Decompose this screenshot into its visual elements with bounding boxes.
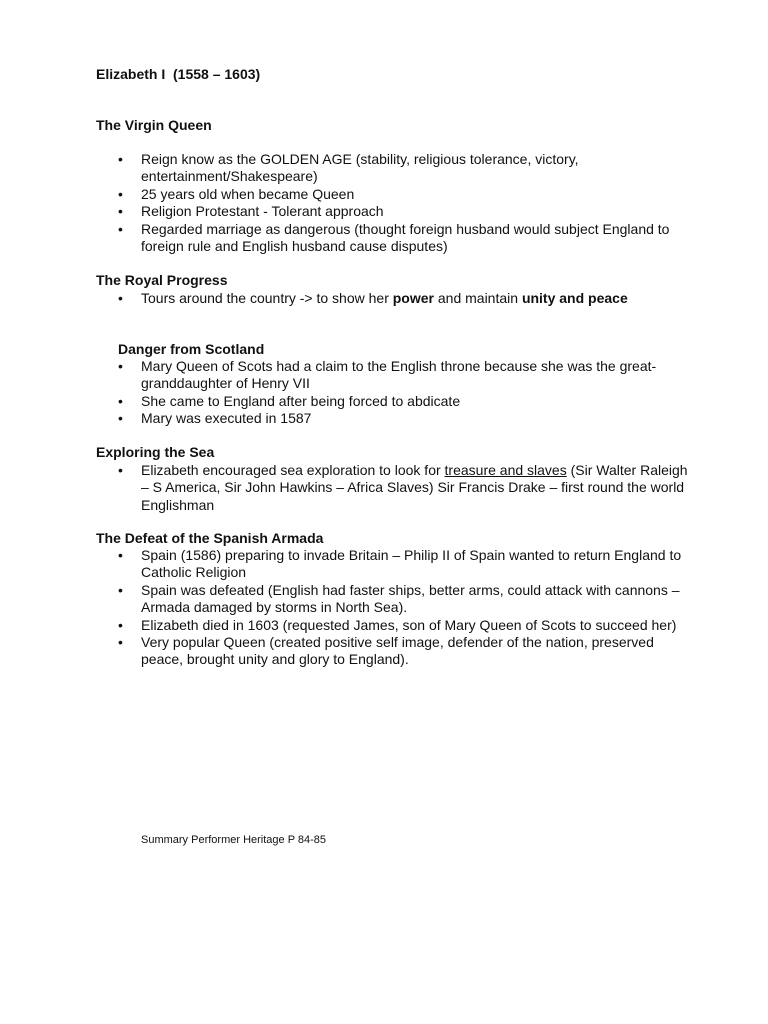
section-heading-danger-scotland: Danger from Scotland [118,341,265,357]
section-heading-exploring-sea: Exploring the Sea [96,444,215,460]
bullet-icon: • [118,547,123,563]
list-item: • Elizabeth encouraged sea exploration to look for treasure and slaves (Sir Walter Raleigh – S America, Sir John Hawkins – Africa Slaves) Sir Francis Drake – first round the world Englishman [118,462,688,513]
royal-progress-list [0,290,768,307]
list-item: • Regarded marriage as dangerous (thought foreign husband would subject England to foreign rule and English husband cause disputes) [118,220,670,255]
bullet-icon: • [118,462,123,478]
list-item: • Mary was executed in 1587 [118,410,312,427]
bullet-icon: • [118,151,123,167]
list-item: • Mary Queen of Scots had a claim to the English throne because she was the great-granddaughter of Henry VII [118,358,657,392]
scotland-list [0,358,768,428]
bullet-icon: • [118,358,123,374]
bullet-icon: • [118,220,123,237]
list-item: • Spain was defeated (English had faster ships, better arms, could attack with cannons – Armada damaged by storms in North Sea). [118,581,680,616]
sea-list [0,462,768,514]
list-item: • Tours around the country -> to show her power and maintain unity and peace [118,290,628,306]
section-heading-royal-progress: The Royal Progress [96,272,228,288]
list-item: • Very popular Queen (created positive self image, defender of the nation, preserved peace, brought unity and glory to England). [118,634,654,668]
bullet-icon: • [118,581,123,598]
list-item: • Elizabeth died in 1603 (requested James, son of Mary Queen of Scots to succeed her) [118,616,677,633]
virgin-queen-list [0,151,768,255]
footer-note: Summary Performer Heritage P 84-85 [141,834,327,846]
list-item: • Spain (1586) preparing to invade Britain – Philip II of Spain wanted to return England to Catholic Religion [118,547,682,581]
bullet-icon: • [118,634,123,651]
page-title: Elizabeth I (1558 – 1603) [96,66,261,82]
bullet-icon: • [118,185,123,202]
list-item: • Reign know as the GOLDEN AGE (stability, religious tolerance, victory, entertainment/Shakespeare) [118,151,579,185]
bullet-icon: • [118,616,123,633]
armada-list [0,547,768,669]
bullet-icon: • [118,203,123,220]
bullet-icon: • [118,410,123,427]
section-heading-virgin-queen: The Virgin Queen [96,117,212,133]
list-item: • 25 years old when became Queen [118,185,355,202]
list-item: • Religion Protestant - Tolerant approach [118,203,384,220]
list-item: • She came to England after being forced to abdicate [118,392,461,409]
bullet-icon: • [118,392,123,409]
section-heading-spanish-armada: The Defeat of the Spanish Armada [96,530,324,546]
bullet-icon: • [118,290,123,306]
